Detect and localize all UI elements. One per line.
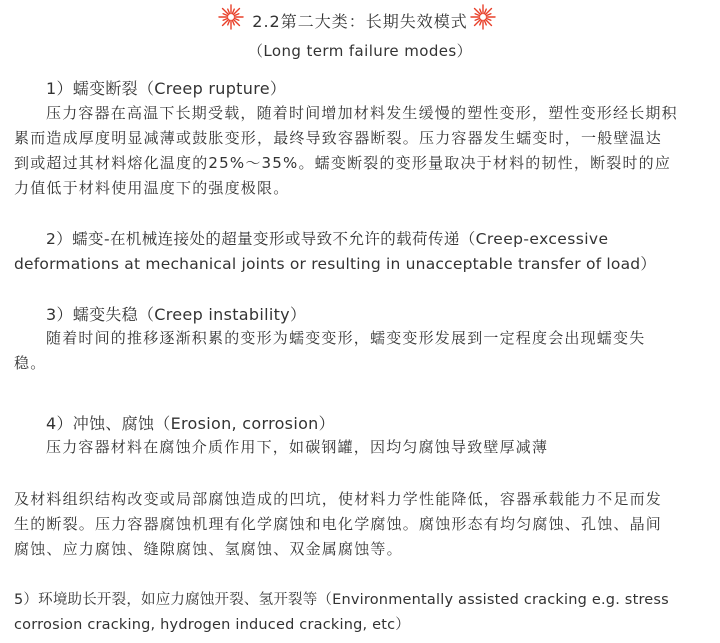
starburst-ornament-right-icon	[470, 4, 496, 30]
item-3-text-line: 随着时间的推移逐渐积累的变形为蠕变变形，蠕变变形发展到一定程度会出现蠕变失	[46, 329, 646, 347]
item-4-text-line: 生的断裂。压力容器腐蚀机理有化学腐蚀和电化学腐蚀。腐蚀形态有均匀腐蚀、孔蚀、晶间	[14, 515, 663, 533]
item-1-text-line: 到或超过其材料熔化温度的25%～35%。蠕变断裂的变形量取决于材料的韧性，断裂时的应	[14, 154, 672, 172]
item-1-heading: 1）蠕变断裂（Creep rupture）	[46, 79, 287, 98]
item-4-text-line: 及材料组织结构改变或局部腐蚀造成的凹坑，使材料力学性能降低，容器承载能力不足而发	[14, 490, 663, 508]
item-1-text-line: 累而造成厚度明显减薄或鼓胀变形，最终导致容器断裂。压力容器发生蠕变时，一般壁温达	[14, 129, 663, 147]
item-3-heading: 3）蠕变失稳（Creep instability）	[46, 305, 307, 324]
section-heading	[0, 6, 720, 38]
item-5-heading-line: 5）环境助长开裂，如应力腐蚀开裂、氢开裂等（Environmentally assisted cracking e.g. stress	[14, 592, 669, 608]
item-4-text-line: 压力容器材料在腐蚀介质作用下，如碳钢罐，因均匀腐蚀导致壁厚减薄	[46, 438, 549, 456]
item-4-text-line: 腐蚀、应力腐蚀、缝隙腐蚀、氢腐蚀、双金属腐蚀等。	[14, 540, 403, 558]
starburst-ornament-left-icon	[218, 4, 244, 30]
item-2-heading-line: deformations at mechanical joints or resulting in unacceptable transfer of load）	[14, 255, 657, 273]
item-3-text-line: 稳。	[14, 354, 47, 372]
item-1-text-line: 力值低于材料使用温度下的强度极限。	[14, 179, 290, 197]
section-title: 2.2第二大类：长期失效模式	[252, 12, 468, 31]
item-1-text-line: 压力容器在高温下长期受载，随着时间增加材料发生缓慢的塑性变形，塑性变形经长期积	[46, 104, 678, 122]
item-4-heading: 4）冲蚀、腐蚀（Erosion, corrosion）	[46, 414, 335, 433]
item-5-heading-line: corrosion cracking, hydrogen induced cracking, etc）	[14, 617, 410, 633]
section-subtitle: （Long term failure modes）	[248, 42, 472, 60]
item-2-heading-line: 2）蠕变-在机械连接处的超量变形或导致不允许的载荷传递（Creep-excessive	[46, 230, 609, 248]
